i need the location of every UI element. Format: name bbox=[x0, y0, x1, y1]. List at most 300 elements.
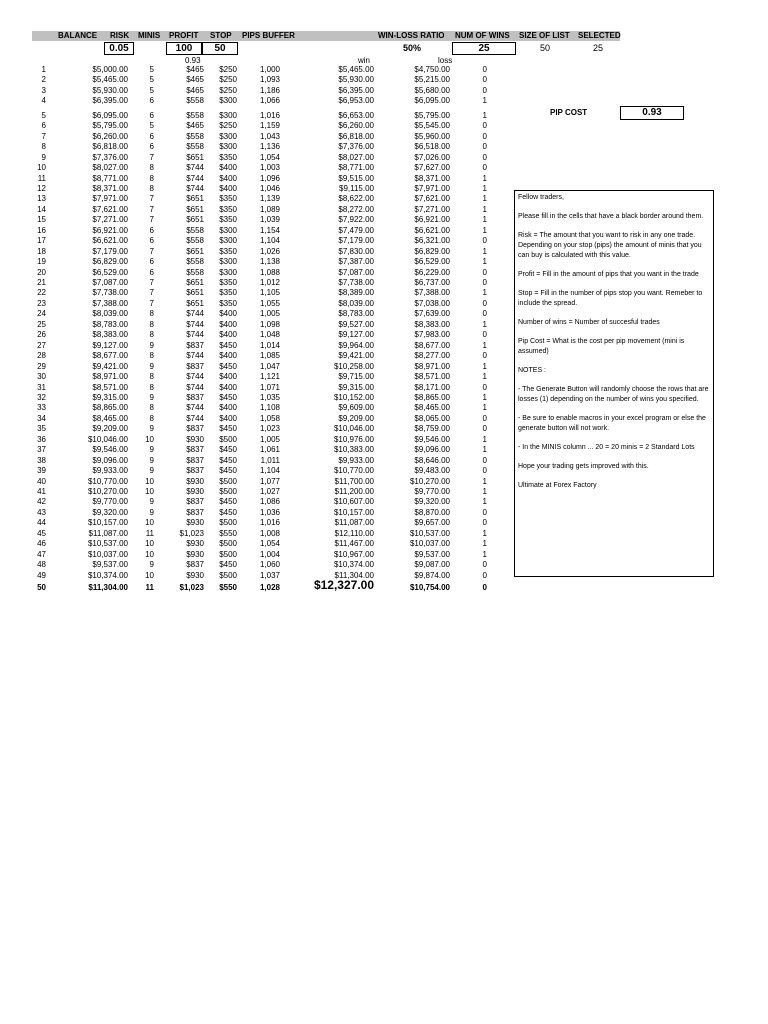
stop-cell: $450 bbox=[219, 560, 237, 570]
loss-cell: $5,680.00 bbox=[414, 85, 450, 95]
loss-cell: $4,750.00 bbox=[414, 65, 450, 74]
win-cell: $9,964.00 bbox=[338, 340, 374, 350]
stop-cell: $400 bbox=[219, 173, 237, 183]
balance-cell: $8,971.00 bbox=[92, 372, 128, 382]
row-number: 43 bbox=[37, 507, 46, 517]
table-row bbox=[0, 508, 500, 518]
loss-cell: $10,754.00 bbox=[409, 583, 450, 593]
profit-cell: $744 bbox=[186, 319, 204, 329]
row-number: 33 bbox=[37, 403, 46, 413]
pips-buffer-cell: 1,027 bbox=[259, 487, 280, 496]
note-paragraph: Stop = Fill in the number of pips stop you want. Remeber to include the spread. bbox=[518, 290, 703, 307]
loss-cell: $10,037.00 bbox=[409, 539, 450, 549]
loss-cell: $8,759.00 bbox=[414, 424, 450, 434]
win-cell: $5,930.00 bbox=[338, 75, 374, 85]
pips-buffer-cell: 1,096 bbox=[259, 173, 280, 183]
minis-cell: 5 bbox=[149, 121, 154, 131]
win-cell: $10,967.00 bbox=[333, 549, 374, 559]
loss-cell: $10,270.00 bbox=[409, 476, 450, 486]
win-cell: $12,110.00 bbox=[334, 528, 374, 538]
balance-cell: $5,930.00 bbox=[92, 85, 128, 95]
minis-cell: 6 bbox=[149, 131, 154, 141]
profit-cell: $651 bbox=[186, 152, 204, 162]
row-number: 38 bbox=[37, 455, 46, 465]
note-paragraph: Hope your trading gets improved with this. bbox=[518, 463, 649, 470]
minis-cell: 11 bbox=[145, 528, 154, 538]
balance-cell: $6,818.00 bbox=[92, 142, 128, 152]
stop-input[interactable]: 50 bbox=[202, 42, 238, 55]
win-flag-cell: 1 bbox=[482, 434, 487, 444]
profit-cell: $744 bbox=[186, 372, 204, 382]
loss-cell: $8,383.00 bbox=[414, 319, 450, 329]
pips-buffer-cell: 1,186 bbox=[259, 85, 280, 95]
stop-cell: $450 bbox=[219, 361, 237, 371]
note-paragraph: Profit = Fill in the amount of pips that you want in the trade bbox=[518, 271, 699, 278]
win-flag-cell: 1 bbox=[482, 445, 487, 455]
table-row bbox=[0, 121, 500, 131]
minis-cell: 8 bbox=[149, 372, 154, 382]
profit-cell: $930 bbox=[186, 570, 204, 580]
balance-cell: $9,537.00 bbox=[92, 560, 128, 570]
balance-cell: $9,320.00 bbox=[92, 507, 128, 517]
balance-cell: $7,087.00 bbox=[92, 278, 128, 287]
minis-cell: 7 bbox=[149, 215, 154, 225]
balance-cell: $8,383.00 bbox=[92, 330, 128, 340]
stop-cell: $350 bbox=[219, 204, 237, 214]
loss-cell: $9,537.00 bbox=[414, 549, 450, 559]
balance-cell: $6,095.00 bbox=[92, 110, 128, 120]
loss-cell: $6,095.00 bbox=[414, 96, 450, 106]
table-row bbox=[0, 268, 500, 278]
win-cell: $7,738.00 bbox=[338, 278, 374, 287]
pips-buffer-cell: 1,071 bbox=[259, 382, 280, 392]
profit-input[interactable]: 100 bbox=[166, 42, 202, 55]
row-number: 3 bbox=[41, 85, 46, 95]
minis-cell: 9 bbox=[149, 466, 154, 476]
row-number: 7 bbox=[41, 131, 46, 141]
win-flag-cell: 0 bbox=[482, 75, 487, 85]
win-flag-cell: 1 bbox=[482, 539, 487, 549]
table-row bbox=[0, 142, 500, 152]
loss-cell: $9,320.00 bbox=[414, 497, 450, 507]
win-cell: $7,830.00 bbox=[338, 246, 374, 256]
table-row bbox=[0, 341, 500, 351]
minis-cell: 6 bbox=[149, 267, 154, 277]
win-flag-cell: 1 bbox=[482, 215, 487, 225]
stop-cell: $300 bbox=[219, 96, 237, 106]
balance-cell: $8,571.00 bbox=[92, 382, 128, 392]
win-flag-cell: 1 bbox=[482, 392, 487, 402]
stop-cell: $300 bbox=[219, 257, 237, 267]
profit-cell: $837 bbox=[186, 455, 204, 465]
win-flag-cell: 1 bbox=[482, 487, 487, 496]
profit-cell: $837 bbox=[186, 340, 204, 350]
loss-cell: $6,621.00 bbox=[414, 225, 450, 235]
table-row bbox=[0, 111, 500, 121]
win-cell: $9,421.00 bbox=[338, 351, 374, 361]
table-row bbox=[0, 362, 500, 372]
win-cell: $6,953.00 bbox=[338, 96, 374, 106]
pips-buffer-cell: 1,138 bbox=[259, 257, 280, 267]
row-number: 41 bbox=[37, 487, 46, 496]
profit-cell: $744 bbox=[186, 382, 204, 392]
pips-buffer-cell: 1,121 bbox=[259, 372, 280, 382]
profit-cell: $930 bbox=[186, 549, 204, 559]
win-flag-cell: 0 bbox=[482, 560, 487, 570]
row-number: 27 bbox=[37, 340, 46, 350]
stop-cell: $500 bbox=[219, 539, 237, 549]
profit-cell: $744 bbox=[186, 309, 204, 319]
balance-cell: $7,738.00 bbox=[92, 288, 128, 298]
profit-cell: $558 bbox=[186, 142, 204, 152]
stop-cell: $350 bbox=[219, 152, 237, 162]
minis-cell: 8 bbox=[149, 319, 154, 329]
minis-cell: 7 bbox=[149, 194, 154, 204]
loss-cell: $8,171.00 bbox=[414, 382, 450, 392]
table-row bbox=[0, 299, 500, 309]
stop-cell: $450 bbox=[219, 392, 237, 402]
table-row bbox=[0, 278, 500, 288]
minis-cell: 8 bbox=[149, 413, 154, 423]
minis-cell: 5 bbox=[149, 85, 154, 95]
table-row bbox=[0, 247, 500, 257]
minis-cell: 6 bbox=[149, 110, 154, 120]
balance-cell: $9,933.00 bbox=[92, 466, 128, 476]
pips-buffer-cell: 1,085 bbox=[259, 351, 280, 361]
pips-buffer-cell: 1,066 bbox=[259, 96, 280, 106]
row-number: 4 bbox=[41, 96, 46, 106]
minis-cell: 5 bbox=[149, 65, 154, 74]
profit-cell: $558 bbox=[186, 225, 204, 235]
win-cell: $7,179.00 bbox=[338, 236, 374, 246]
win-flag-cell: 1 bbox=[482, 549, 487, 559]
balance-cell: $10,037.00 bbox=[87, 549, 128, 559]
stop-cell: $400 bbox=[219, 403, 237, 413]
stop-cell: $500 bbox=[219, 549, 237, 559]
stop-cell: $400 bbox=[219, 309, 237, 319]
table-row bbox=[0, 330, 500, 340]
profit-cell: $837 bbox=[186, 392, 204, 402]
minis-cell: 9 bbox=[149, 424, 154, 434]
minis-cell: 10 bbox=[145, 476, 154, 486]
stop-cell: $500 bbox=[219, 476, 237, 486]
pips-buffer-cell: 1,054 bbox=[259, 152, 280, 162]
win-cell: $10,607.00 bbox=[333, 497, 374, 507]
stop-cell: $300 bbox=[219, 236, 237, 246]
row-number: 25 bbox=[37, 319, 46, 329]
win-cell: $9,715.00 bbox=[338, 372, 374, 382]
table-row bbox=[0, 466, 500, 476]
win-cell: $7,387.00 bbox=[338, 257, 374, 267]
stop-cell: $350 bbox=[219, 194, 237, 204]
instructions-notes bbox=[514, 190, 714, 577]
profit-cell: $651 bbox=[186, 246, 204, 256]
pips-buffer-cell: 1,011 bbox=[260, 455, 280, 465]
win-cell: $10,976.00 bbox=[333, 434, 374, 444]
note-paragraph: Risk = The amount that you want to risk in any one trade. Depending on your stop (pips) the amount of minis that you can buy is calculated with this value. bbox=[518, 232, 702, 259]
table-row bbox=[0, 424, 500, 434]
header-win-loss-ratio: WIN-LOSS RATIO bbox=[378, 31, 445, 40]
minis-cell: 9 bbox=[149, 560, 154, 570]
win-flag-cell: 1 bbox=[482, 288, 487, 298]
loss-cell: $9,657.00 bbox=[414, 518, 450, 528]
pips-buffer-cell: 1,139 bbox=[259, 194, 280, 204]
minis-cell: 10 bbox=[145, 518, 154, 528]
table-row bbox=[0, 372, 500, 382]
win-flag-cell: 0 bbox=[482, 570, 487, 580]
win-cell: $10,046.00 bbox=[333, 424, 374, 434]
profit-cell: $465 bbox=[186, 75, 204, 85]
balance-cell: $7,179.00 bbox=[92, 246, 128, 256]
win-cell: $8,771.00 bbox=[338, 163, 374, 173]
pips-buffer-cell: 1,008 bbox=[259, 528, 280, 538]
stop-cell: $400 bbox=[219, 372, 237, 382]
note-paragraph: - In the MINIS column ... 20 = 20 minis = 2 Standard Lots bbox=[518, 444, 695, 451]
win-cell: $11,200.00 bbox=[334, 487, 374, 496]
table-row bbox=[0, 96, 500, 106]
balance-cell: $9,209.00 bbox=[92, 424, 128, 434]
profit-cell: $744 bbox=[186, 351, 204, 361]
balance-cell: $10,157.00 bbox=[87, 518, 128, 528]
header-balance: BALANCE bbox=[58, 31, 98, 40]
table-row bbox=[0, 571, 500, 581]
profit-cell: $837 bbox=[186, 560, 204, 570]
loss-cell: $9,096.00 bbox=[414, 445, 450, 455]
win-cell: $7,479.00 bbox=[338, 225, 374, 235]
row-number: 30 bbox=[37, 372, 46, 382]
win-flag-cell: 0 bbox=[482, 424, 487, 434]
minis-cell: 5 bbox=[149, 75, 154, 85]
win-cell: $8,783.00 bbox=[338, 309, 374, 319]
pips-buffer-cell: 1,016 bbox=[259, 518, 280, 528]
loss-cell: $6,737.00 bbox=[414, 278, 450, 287]
row-number: 49 bbox=[37, 570, 46, 580]
stop-cell: $400 bbox=[219, 351, 237, 361]
loss-cell: $7,983.00 bbox=[414, 330, 450, 340]
row-number: 37 bbox=[37, 445, 46, 455]
num-of-wins-input[interactable]: 25 bbox=[452, 42, 516, 55]
row-number: 28 bbox=[37, 351, 46, 361]
win-cell: $11,087.00 bbox=[334, 518, 374, 528]
balance-cell: $9,096.00 bbox=[92, 455, 128, 465]
loss-cell: $5,795.00 bbox=[414, 110, 450, 120]
stop-cell: $300 bbox=[219, 110, 237, 120]
risk-input[interactable]: 0.05 bbox=[104, 42, 134, 55]
balance-cell: $8,783.00 bbox=[92, 319, 128, 329]
balance-cell: $10,046.00 bbox=[87, 434, 128, 444]
win-cell: $6,395.00 bbox=[338, 85, 374, 95]
row-number: 5 bbox=[41, 110, 46, 120]
stop-cell: $250 bbox=[219, 121, 237, 131]
table-row bbox=[0, 132, 500, 142]
profit-cell: $651 bbox=[186, 215, 204, 225]
profit-cell: $837 bbox=[186, 507, 204, 517]
loss-cell: $7,038.00 bbox=[414, 298, 450, 308]
win-flag-cell: 0 bbox=[482, 278, 487, 287]
loss-cell: $6,829.00 bbox=[414, 246, 450, 256]
pips-buffer-cell: 1,058 bbox=[259, 413, 280, 423]
loss-cell: $9,770.00 bbox=[414, 487, 450, 496]
minis-cell: 9 bbox=[149, 361, 154, 371]
balance-cell: $9,546.00 bbox=[92, 445, 128, 455]
profit-cell: $930 bbox=[186, 476, 204, 486]
row-number: 2 bbox=[41, 75, 46, 85]
row-number: 29 bbox=[37, 361, 46, 371]
table-row bbox=[0, 153, 500, 163]
win-flag-cell: 1 bbox=[482, 403, 487, 413]
table-row bbox=[0, 560, 500, 570]
balance-cell: $8,771.00 bbox=[92, 173, 128, 183]
win-flag-cell: 0 bbox=[482, 142, 487, 152]
pips-buffer-cell: 1,046 bbox=[259, 183, 280, 193]
header-profit: PROFIT bbox=[169, 31, 199, 40]
minis-cell: 10 bbox=[145, 434, 154, 444]
balance-cell: $7,621.00 bbox=[92, 204, 128, 214]
win-flag-cell: 0 bbox=[482, 163, 487, 173]
loss-cell: $10,537.00 bbox=[409, 528, 450, 538]
balance-cell: $7,271.00 bbox=[92, 215, 128, 225]
win-flag-cell: 0 bbox=[482, 413, 487, 423]
balance-cell: $10,270.00 bbox=[87, 487, 128, 496]
minis-cell: 9 bbox=[149, 497, 154, 507]
stop-cell: $400 bbox=[219, 319, 237, 329]
profit-cell: $651 bbox=[186, 194, 204, 204]
table-row bbox=[0, 403, 500, 413]
balance-cell: $5,000.00 bbox=[92, 65, 128, 74]
row-number: 39 bbox=[37, 466, 46, 476]
minis-cell: 9 bbox=[149, 340, 154, 350]
row-number: 26 bbox=[37, 330, 46, 340]
row-number: 34 bbox=[37, 413, 46, 423]
win-cell: $5,465.00 bbox=[338, 65, 374, 74]
pip-cost-label: PIP COST bbox=[550, 108, 588, 117]
row-number: 19 bbox=[37, 257, 46, 267]
table-row bbox=[0, 414, 500, 424]
win-flag-cell: 1 bbox=[482, 96, 487, 106]
minis-cell: 7 bbox=[149, 246, 154, 256]
profit-cell: $558 bbox=[186, 96, 204, 106]
note-paragraph: Pip Cost = What is the cost per pip movement (mini is assumed) bbox=[518, 338, 685, 355]
stop-cell: $350 bbox=[219, 288, 237, 298]
stop-cell: $300 bbox=[219, 131, 237, 141]
win-cell: $9,515.00 bbox=[338, 173, 374, 183]
profit-cell: $651 bbox=[186, 204, 204, 214]
pips-buffer-cell: 1,154 bbox=[259, 225, 280, 235]
row-number: 23 bbox=[37, 298, 46, 308]
stop-cell: $400 bbox=[219, 413, 237, 423]
note-paragraph: Please fill in the cells that have a black border around them. bbox=[518, 213, 704, 220]
profit-cell: $558 bbox=[186, 131, 204, 141]
loss-cell: $9,546.00 bbox=[414, 434, 450, 444]
stop-cell: $500 bbox=[219, 570, 237, 580]
win-cell: $9,933.00 bbox=[338, 455, 374, 465]
win-flag-cell: 0 bbox=[482, 507, 487, 517]
row-number: 42 bbox=[37, 497, 46, 507]
stop-cell: $350 bbox=[219, 298, 237, 308]
loss-cell: $8,870.00 bbox=[414, 507, 450, 517]
stop-cell: $450 bbox=[219, 466, 237, 476]
pips-buffer-cell: 1,089 bbox=[259, 204, 280, 214]
win-flag-cell: 0 bbox=[482, 267, 487, 277]
win-cell: $10,770.00 bbox=[333, 466, 374, 476]
profit-cell: $558 bbox=[186, 267, 204, 277]
minis-cell: 9 bbox=[149, 507, 154, 517]
balance-cell: $8,465.00 bbox=[92, 413, 128, 423]
pips-buffer-cell: 1,077 bbox=[259, 476, 280, 486]
minis-cell: 11 bbox=[145, 583, 154, 593]
table-row bbox=[0, 65, 500, 75]
table-row bbox=[0, 435, 500, 445]
balance-cell: $6,529.00 bbox=[92, 267, 128, 277]
loss-cell: $9,483.00 bbox=[414, 466, 450, 476]
pip-cost-input[interactable]: 0.93 bbox=[620, 106, 684, 120]
minis-cell: 9 bbox=[149, 392, 154, 402]
stop-cell: $300 bbox=[219, 225, 237, 235]
win-flag-cell: 1 bbox=[482, 246, 487, 256]
row-number: 44 bbox=[37, 518, 46, 528]
note-paragraph: Ultimate at Forex Factory bbox=[518, 482, 597, 489]
balance-cell: $9,770.00 bbox=[92, 497, 128, 507]
win-cell: $9,209.00 bbox=[338, 413, 374, 423]
pips-buffer-cell: 1,060 bbox=[259, 560, 280, 570]
table-row bbox=[0, 578, 500, 593]
table-row bbox=[0, 205, 500, 215]
profit-cell: $837 bbox=[186, 466, 204, 476]
profit-cell: $744 bbox=[186, 413, 204, 423]
profit-cell: $930 bbox=[186, 487, 204, 496]
win-flag-cell: 0 bbox=[482, 330, 487, 340]
table-row bbox=[0, 257, 500, 267]
win-cell: $10,258.00 bbox=[333, 361, 374, 371]
balance-cell: $11,304.00 bbox=[88, 583, 128, 593]
win-flag-cell: 0 bbox=[482, 298, 487, 308]
minis-cell: 9 bbox=[149, 455, 154, 465]
minis-cell: 8 bbox=[149, 309, 154, 319]
pips-buffer-cell: 1,159 bbox=[259, 121, 280, 131]
minis-cell: 6 bbox=[149, 225, 154, 235]
win-cell: $10,152.00 bbox=[333, 392, 374, 402]
loss-cell: $8,571.00 bbox=[414, 372, 450, 382]
loss-cell: $7,639.00 bbox=[414, 309, 450, 319]
profit-cell: $465 bbox=[186, 121, 204, 131]
balance-cell: $7,376.00 bbox=[92, 152, 128, 162]
win-flag-cell: 1 bbox=[482, 497, 487, 507]
row-number: 1 bbox=[41, 65, 46, 74]
note-paragraph: - The Generate Button will randomly choose the rows that are losses (1) depending on the number of wins you specified. bbox=[518, 386, 709, 403]
win-flag-cell: 1 bbox=[482, 194, 487, 204]
stop-cell: $500 bbox=[219, 487, 237, 496]
win-flag-cell: 0 bbox=[482, 455, 487, 465]
balance-cell: $10,374.00 bbox=[87, 570, 128, 580]
loss-cell: $6,529.00 bbox=[414, 257, 450, 267]
row-number: 10 bbox=[37, 163, 46, 173]
stop-cell: $350 bbox=[219, 246, 237, 256]
win-cell: $9,609.00 bbox=[338, 403, 374, 413]
win-cell: $12,327.00 bbox=[313, 578, 374, 593]
win-flag-cell: 0 bbox=[482, 466, 487, 476]
profit-cell: $837 bbox=[186, 497, 204, 507]
stop-cell: $450 bbox=[219, 445, 237, 455]
balance-cell: $11,087.00 bbox=[88, 528, 128, 538]
header-num-of-wins: NUM OF WINS bbox=[455, 31, 510, 40]
row-number: 6 bbox=[41, 121, 46, 131]
stop-cell: $350 bbox=[219, 278, 237, 287]
profit-cell: $930 bbox=[186, 518, 204, 528]
profit-cell: $837 bbox=[186, 361, 204, 371]
stop-cell: $400 bbox=[219, 183, 237, 193]
win-cell: $9,527.00 bbox=[338, 319, 374, 329]
pips-buffer-cell: 1,043 bbox=[259, 131, 280, 141]
